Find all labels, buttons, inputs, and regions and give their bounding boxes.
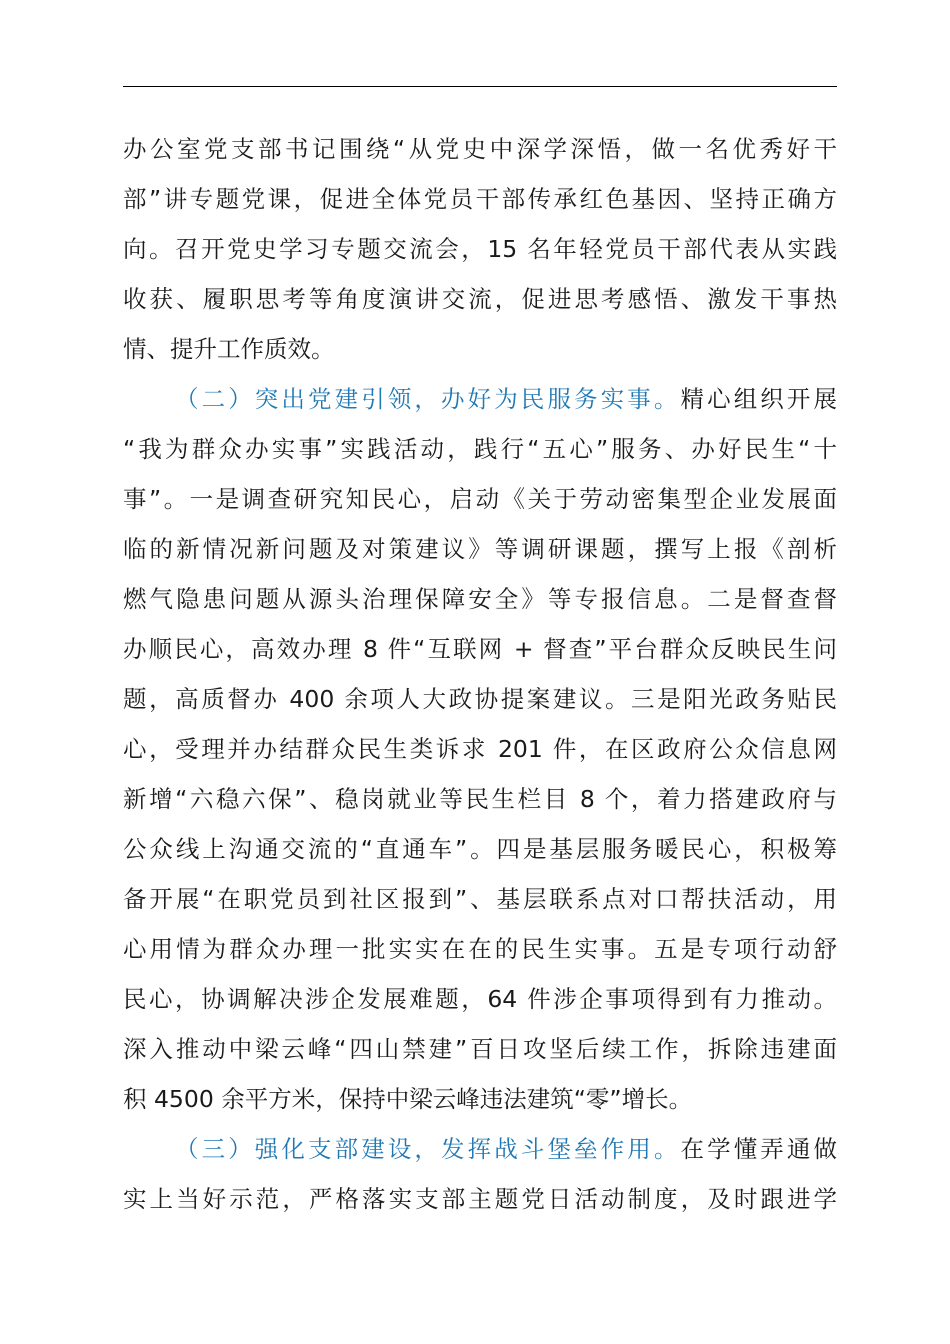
document-body xyxy=(123,124,837,1224)
text-line: 收获、履职思考等角度演讲交流，促进思考感悟、激发干事热 xyxy=(123,285,837,313)
section-3 xyxy=(123,1124,837,1224)
header-rule xyxy=(123,86,837,87)
text-line: “我为群众办实事”实践活动，践行“五心”服务、办好民生“十 xyxy=(123,435,837,463)
paragraph-1 xyxy=(123,124,837,374)
text-line: 情、提升工作质效。 xyxy=(123,335,335,363)
section-heading: （三）强化支部建设，发挥战斗堡垒作用。 xyxy=(175,1135,681,1163)
text-line: 心用情为群众办理一批实实在在的民生实事。五是专项行动舒 xyxy=(123,935,837,963)
text-line: 积 4500 余平方米，保持中梁云峰违法建筑“零”增长。 xyxy=(123,1085,693,1113)
text-line: 公众线上沟通交流的“直通车”。四是基层服务暖民心，积极筹 xyxy=(123,835,837,863)
text-line: 燃气隐患问题从源头治理保障安全》等专报信息。二是督查督 xyxy=(123,585,837,613)
text-run: 在学懂弄通做 xyxy=(680,1135,837,1163)
section-heading-line xyxy=(123,1124,837,1174)
text-line: 实上当好示范，严格落实支部主题党日活动制度，及时跟进学 xyxy=(123,1185,837,1213)
text-line: 事”。一是调查研究知民心，启动《关于劳动密集型企业发展面 xyxy=(123,485,837,513)
text-line: 部”讲专题党课，促进全体党员干部传承红色基因、坚持正确方 xyxy=(123,185,837,213)
text-line: 备开展“在职党员到社区报到”、基层联系点对口帮扶活动，用 xyxy=(123,885,837,913)
text-run: 精心组织开展 xyxy=(680,385,837,413)
section-heading: （二）突出党建引领，办好为民服务实事。 xyxy=(175,385,681,413)
section-heading-line xyxy=(123,374,837,424)
text-line: 临的新情况新问题及对策建议》等调研课题，撰写上报《剖析 xyxy=(123,535,837,563)
text-line: 心，受理并办结群众民生类诉求 201 件，在区政府公众信息网 xyxy=(123,735,837,763)
text-line: 深入推动中梁云峰“四山禁建”百日攻坚后续工作，拆除违建面 xyxy=(123,1035,837,1063)
text-line: 新增“六稳六保”、稳岗就业等民生栏目 8 个，着力搭建政府与 xyxy=(123,785,837,813)
text-line: 民心，协调解决涉企发展难题，64 件涉企事项得到有力推动。 xyxy=(123,985,837,1013)
text-line: 向。召开党史学习专题交流会，15 名年轻党员干部代表从实践 xyxy=(123,235,837,263)
text-line: 办公室党支部书记围绕“从党史中深学深悟，做一名优秀好干 xyxy=(123,135,837,163)
section-2 xyxy=(123,374,837,1124)
text-line: 题，高质督办 400 余项人大政协提案建议。三是阳光政务贴民 xyxy=(123,685,837,713)
text-line: 办顺民心，高效办理 8 件“互联网 + 督查”平台群众反映民生问 xyxy=(123,635,837,663)
